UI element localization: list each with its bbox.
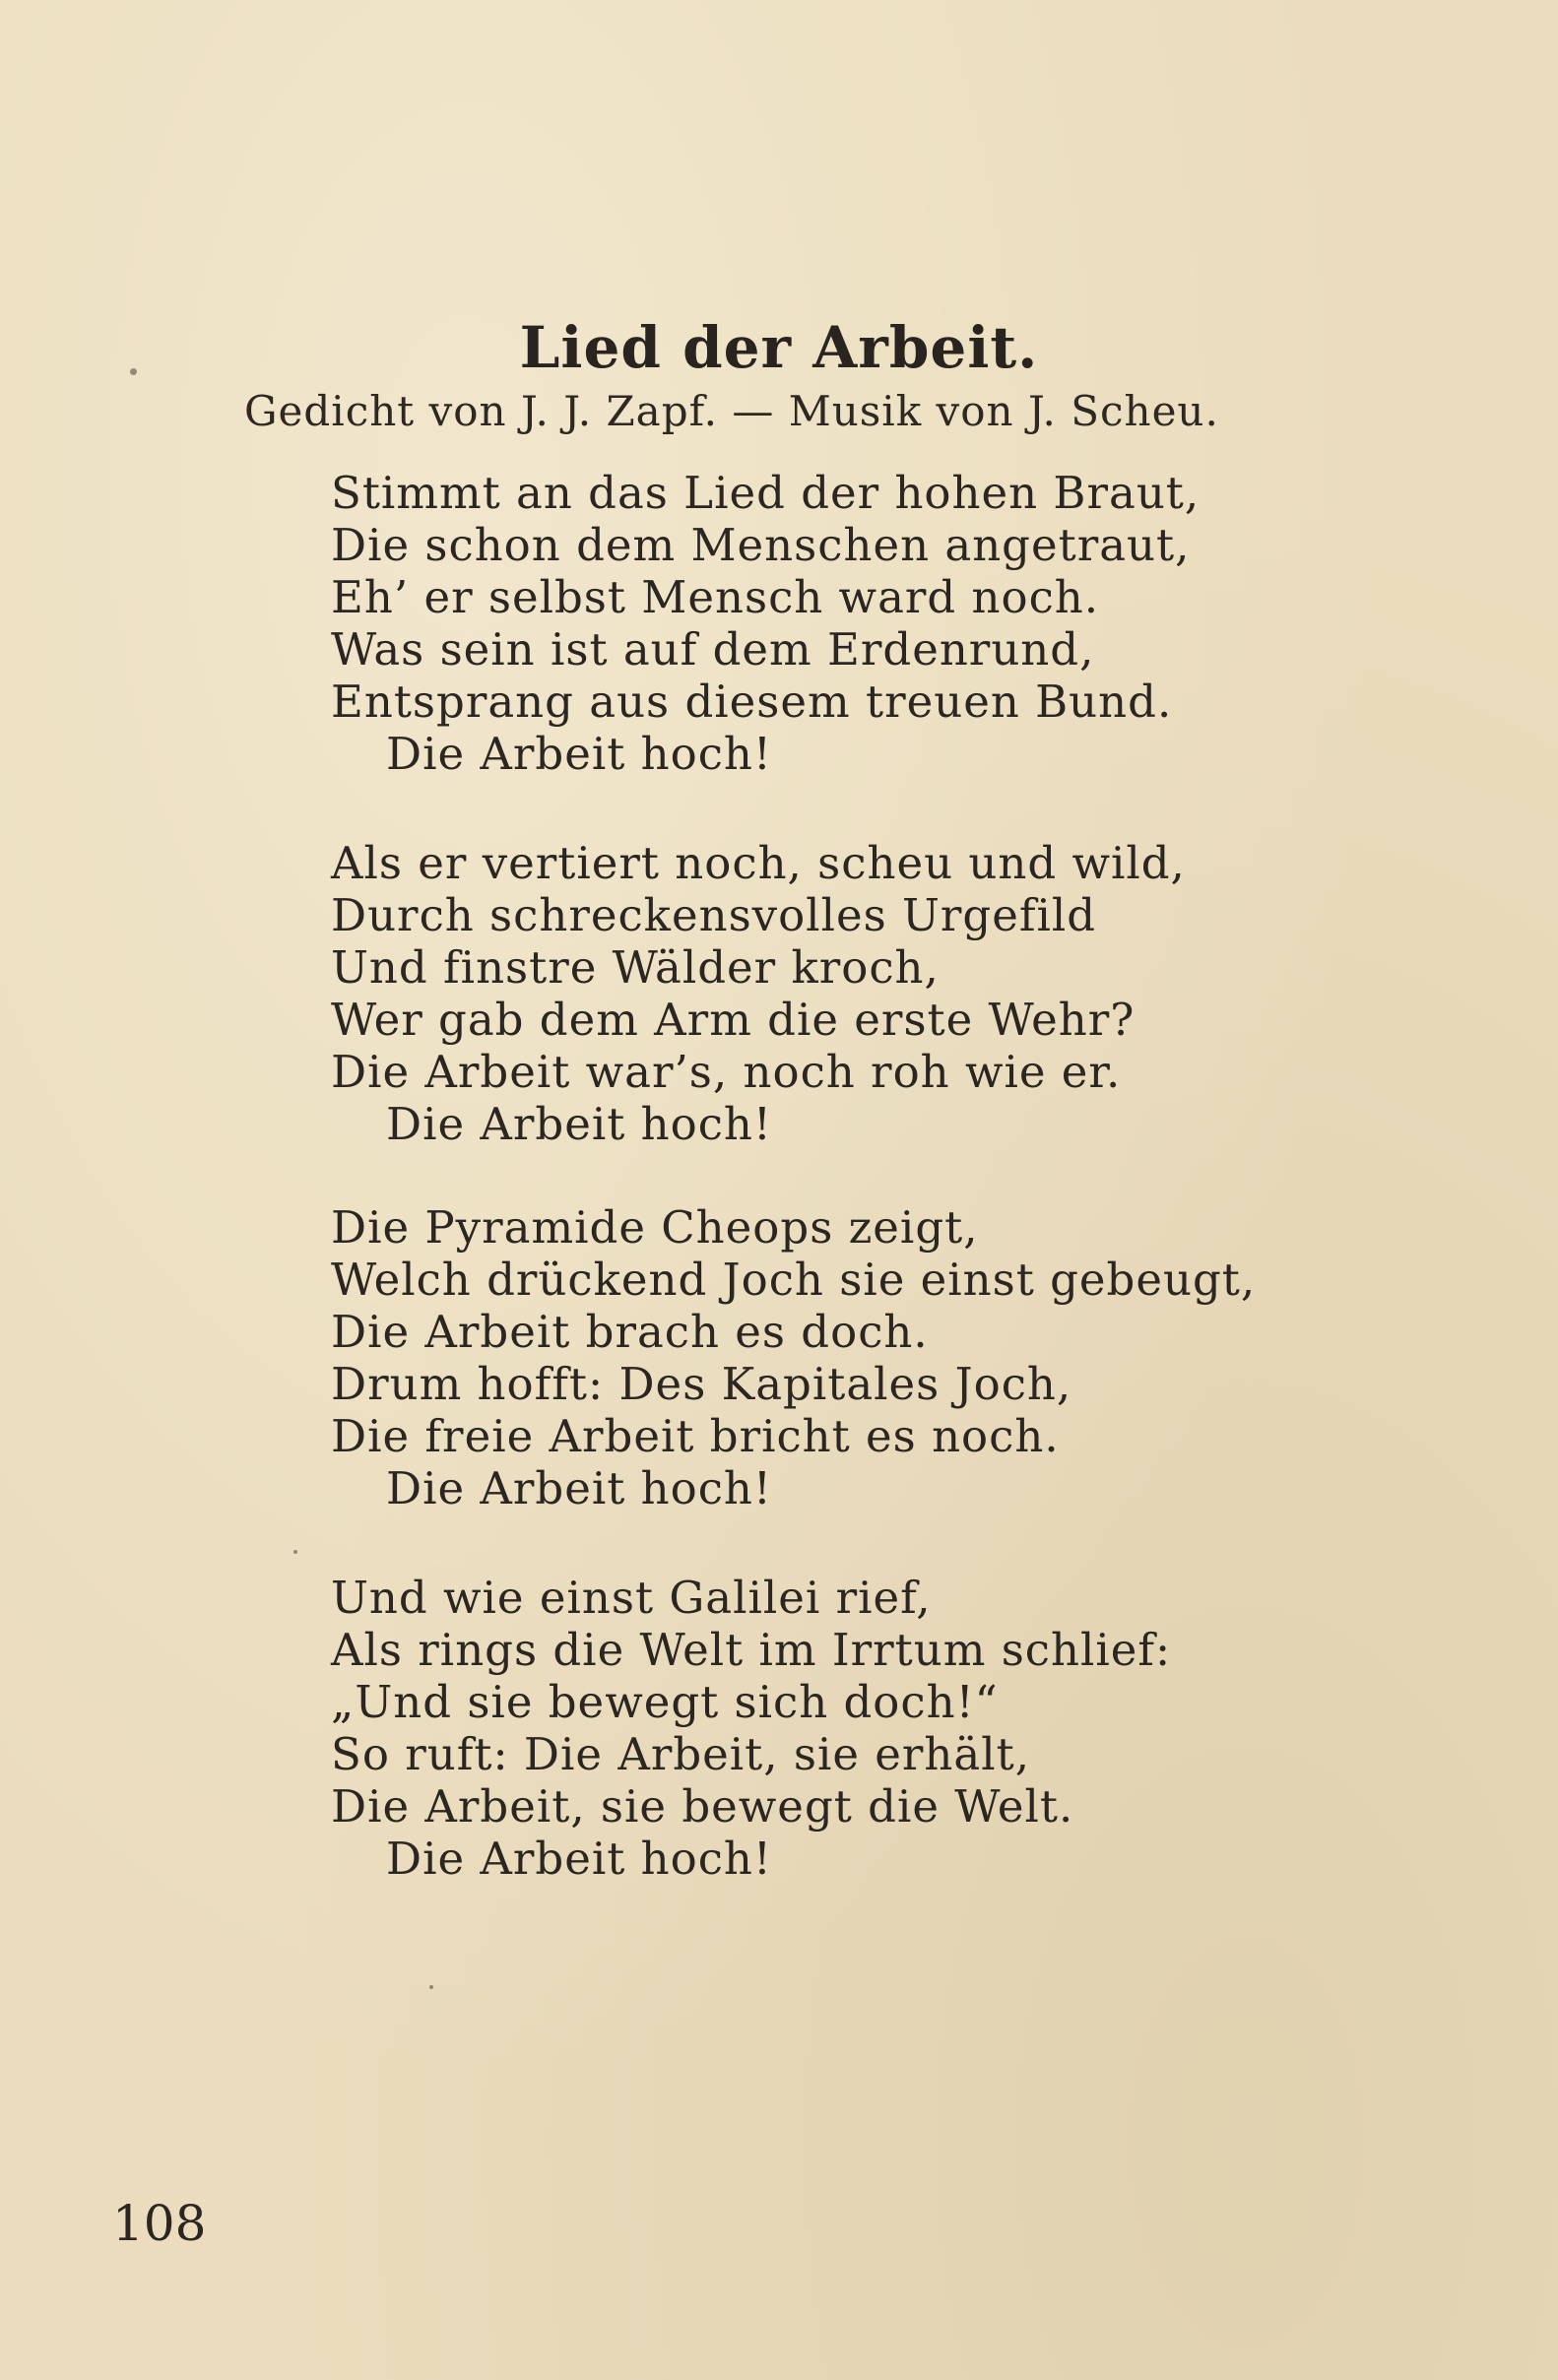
verse-line: Die Arbeit brach es doch. — [331, 1306, 929, 1358]
stanza-3 — [331, 1201, 1256, 1514]
paper-speck — [293, 1550, 297, 1554]
verse-line: Die Pyramide Cheops zeigt, — [331, 1201, 979, 1254]
verse-line: Als er vertiert noch, scheu und wild, — [331, 837, 1186, 889]
verse-line: Als rings die Welt im Irrtum schlief: — [331, 1624, 1172, 1676]
refrain-line: Die Arbeit hoch! — [386, 728, 772, 780]
verse-line: Die Arbeit, sie bewegt die Welt. — [331, 1780, 1074, 1833]
refrain-line: Die Arbeit hoch! — [386, 1098, 772, 1150]
stanza-2 — [331, 837, 1186, 1150]
verse-line: Entsprang aus diesem treuen Bund. — [331, 675, 1173, 728]
stanza-1 — [331, 467, 1200, 780]
verse-line: Wer gab dem Arm die erste Wehr? — [331, 994, 1136, 1046]
verse-line: So ruft: Die Arbeit, sie erhält, — [331, 1728, 1031, 1780]
verse-line: Und wie einst Galilei rief, — [331, 1572, 932, 1624]
verse-line: „Und sie bewegt sich doch!“ — [331, 1676, 999, 1728]
verse-line: Welch drückend Joch sie einst gebeugt, — [331, 1254, 1257, 1306]
refrain-line: Die Arbeit hoch! — [386, 1462, 772, 1514]
verse-line: Und finstre Wälder kroch, — [331, 941, 940, 994]
poem-subtitle: Gedicht von J. J. Zapf. — Musik von J. Scheu. — [244, 387, 1219, 435]
verse-line: Durch schreckensvolles Urgefild — [331, 889, 1097, 941]
verse-line: Was sein ist auf dem Erdenrund, — [331, 623, 1095, 675]
verse-line: Die Arbeit war’s, noch roh wie er. — [331, 1046, 1122, 1098]
verse-line: Stimmt an das Lied der hohen Braut, — [331, 467, 1201, 519]
poem-title: Lied der Arbeit. — [519, 314, 1039, 381]
verse-line: Drum hofft: Des Kapitales Joch, — [331, 1358, 1072, 1410]
verse-line: Die schon dem Menschen angetraut, — [331, 519, 1191, 571]
verse-line: Die freie Arbeit bricht es noch. — [331, 1410, 1060, 1462]
page-number: 108 — [112, 2195, 207, 2252]
paper-speck — [429, 1985, 433, 1989]
stanza-4 — [331, 1572, 1171, 1885]
refrain-line: Die Arbeit hoch! — [386, 1833, 772, 1885]
verse-line: Eh’ er selbst Mensch ward noch. — [331, 571, 1100, 623]
